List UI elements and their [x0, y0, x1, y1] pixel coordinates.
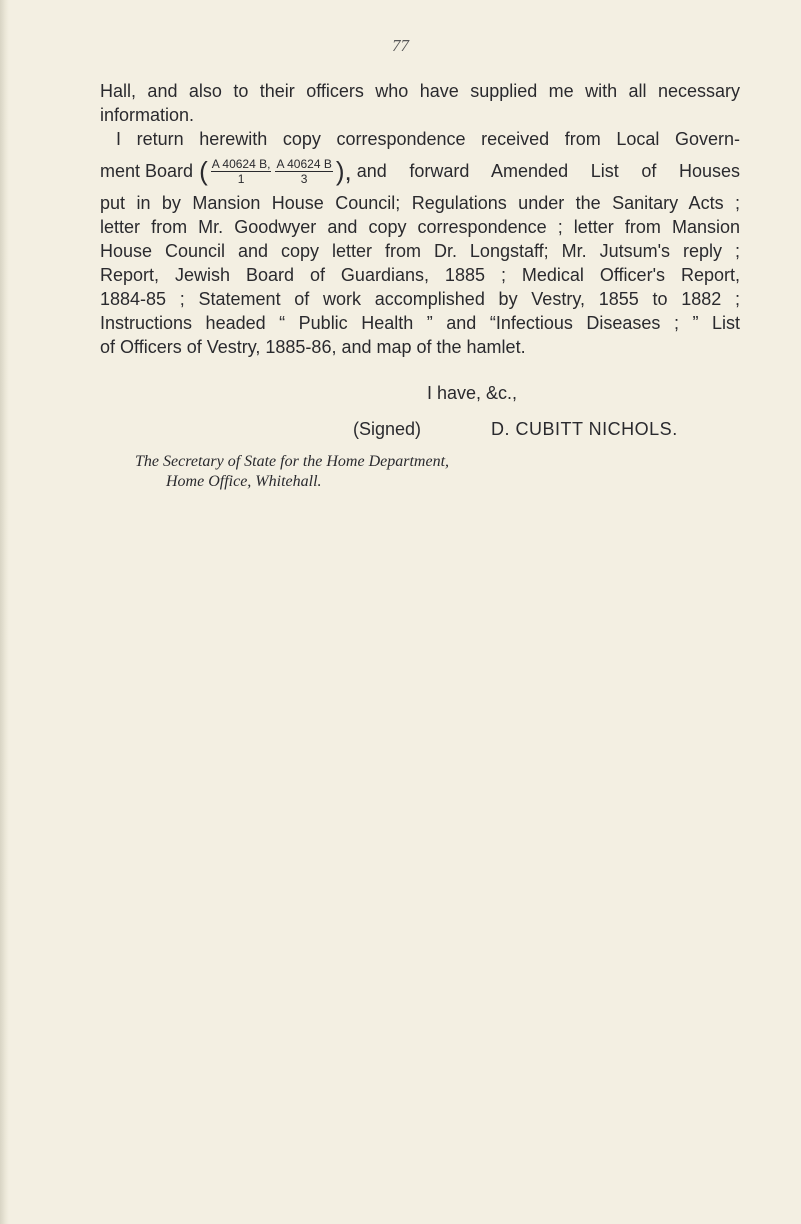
paragraph-1-line-1: Hall, and also to their officers who have supplied me with all necessary	[100, 81, 740, 101]
closing-line: I have, &c.,	[427, 383, 518, 403]
page-edge-shadow	[0, 0, 9, 1224]
paragraph-2-line-2-end: and forward Amended List of Houses	[356, 161, 740, 181]
close-paren: ),	[335, 156, 352, 186]
reference-2-denominator: 3	[300, 171, 308, 186]
page-number: 77	[392, 36, 409, 55]
addressee-line-1: The Secretary of State for the Home Department,	[135, 453, 450, 470]
paragraph-2-line-1: I return herewith copy correspondence received from Local Govern-	[116, 129, 740, 149]
signature-name: D. CUBITT NICHOLS.	[491, 419, 678, 439]
reference-2-numerator: A 40624 B	[276, 156, 332, 171]
paragraph-2-line-2-start: ment Board	[100, 161, 194, 181]
reference-1-numerator: A 40624 B,	[211, 156, 271, 171]
letter-body	[100, 79, 740, 359]
paragraph-2-line-8: Instructions headed “ Public Health ” and “Infectious Diseases ; ” List	[100, 313, 740, 333]
paragraph-2-line-4: letter from Mr. Goodwyer and copy correspondence ; letter from Mansion	[100, 217, 740, 237]
reference-fraction-1	[211, 158, 272, 185]
paragraph-2-line-2	[100, 151, 740, 191]
paragraph-1-line-2: information.	[100, 105, 195, 125]
open-paren: (	[199, 156, 208, 186]
reference-fraction-2	[275, 158, 332, 185]
paragraph-2-line-9: of Officers of Vestry, 1885-86, and map of the hamlet.	[100, 337, 526, 357]
addressee-line-2: Home Office, Whitehall.	[166, 473, 322, 490]
signed-label: (Signed)	[353, 419, 422, 439]
paragraph-2-line-3: put in by Mansion House Council; Regulations under the Sanitary Acts ;	[100, 193, 740, 213]
paragraph-2-line-5: House Council and copy letter from Dr. Longstaff; Mr. Jutsum's reply ;	[100, 241, 740, 261]
reference-1-denominator: 1	[237, 171, 245, 186]
paragraph-2-line-6: Report, Jewish Board of Guardians, 1885 ; Medical Officer's Report,	[100, 265, 740, 285]
paragraph-2-line-7: 1884-85 ; Statement of work accomplished by Vestry, 1855 to 1882 ;	[100, 289, 740, 309]
